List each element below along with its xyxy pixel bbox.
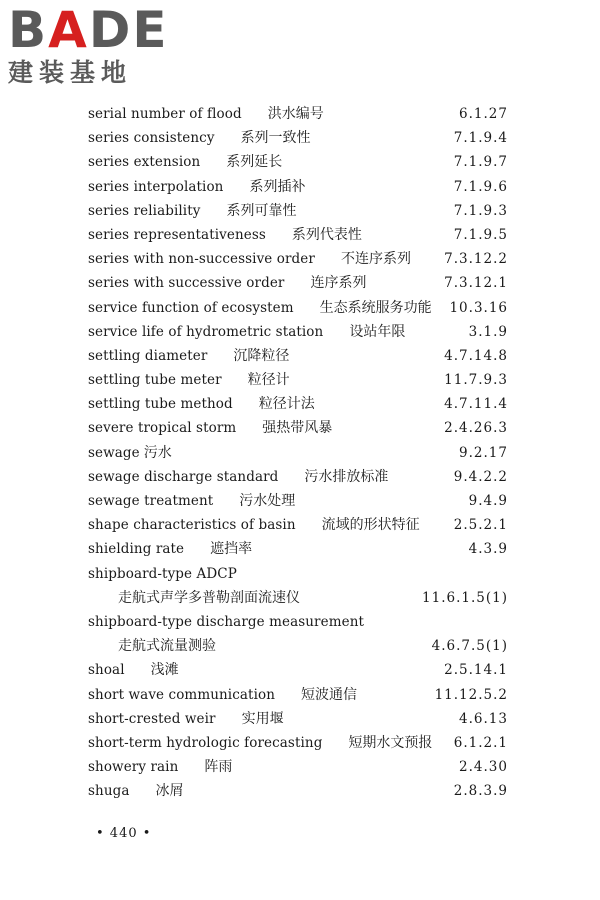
entry-row [88,610,508,634]
entry-code: 6.1.27 [459,106,508,122]
entry-en: shuga [88,783,130,800]
entry-row [88,199,508,223]
entry-en: showery rain [88,759,179,776]
entry-row [88,755,508,779]
entry-en: shipboard-type ADCP [88,565,237,582]
entry-zh: 短波通信 [301,686,358,703]
entry-zh: 不连序系列 [340,251,411,268]
entry-en: service function of ecosystem [88,299,294,316]
entry-zh: 粒径计法 [258,396,315,413]
entry-en: settling tube meter [88,372,222,389]
page-number: • 440 • [96,826,152,841]
entry-code: 2.5.2.1 [453,517,508,534]
entry-code: 10.3.16 [449,299,508,316]
entry-code: 11.6.1.5(1) [422,589,508,606]
entry-en: shape characteristics of basin [88,517,296,534]
logo [8,1,178,88]
entry-code: 4.6.13 [459,710,508,727]
entry-row [88,465,508,489]
entry-code: 2.8.3.9 [453,783,508,800]
entry-en: series with successive order [88,275,285,292]
entry-zh: 系列可靠性 [226,202,297,219]
entry-en: settling diameter [88,347,208,364]
entry-row [88,223,508,247]
entry-zh: 连序系列 [310,275,367,292]
entry-zh: 系列代表性 [291,226,362,243]
entry-row [88,707,508,731]
entry-row [88,416,508,440]
entry-en: settling tube method [88,396,233,413]
entry-row [88,392,508,416]
entry-zh: 污水排放标准 [304,468,389,485]
entry-zh: 洪水编号 [267,106,324,122]
entry-zh: 系列插补 [249,178,306,195]
entry-zh: 流域的形状特征 [321,517,420,534]
entry-row [88,513,508,537]
entry-zh: 强热带风暴 [262,420,333,437]
entry-en: series interpolation [88,178,224,195]
entry-zh: 冰屑 [155,783,184,800]
entry-zh: 走航式流量测验 [118,638,216,655]
entry-code: 2.4.26.3 [444,420,508,437]
entry-row [88,150,508,174]
entry-row-continued [88,634,508,658]
entry-zh: 设站年限 [349,323,406,340]
entry-row [88,102,508,126]
entry-code: 7.1.9.7 [453,154,508,171]
entry-row [88,247,508,271]
entry-en: sewage [88,444,140,461]
entry-en: series consistency [88,130,215,147]
entry-zh: 系列一致性 [240,130,311,147]
entry-zh: 生态系统服务功能 [319,299,432,316]
entry-code: 7.3.12.2 [444,251,508,268]
entry-row [88,271,508,295]
entry-row [88,368,508,392]
entry-zh: 走航式声学多普勒剖面流速仪 [118,589,300,606]
entry-code: 6.1.2.1 [453,734,508,751]
entry-code: 9.2.17 [459,444,508,461]
entry-code: 7.3.12.1 [444,275,508,292]
entry-code: 2.4.30 [459,759,508,776]
entry-en: serial number of flood [88,106,242,122]
entry-code: 11.12.5.2 [434,686,508,703]
entry-zh: 系列延长 [226,154,283,171]
entry-row [88,175,508,199]
entry-code: 7.1.9.6 [453,178,508,195]
entry-row [88,344,508,368]
entry-en: short wave communication [88,686,276,703]
entry-en: series reliability [88,202,201,219]
entry-code: 4.3.9 [468,541,508,558]
entry-en: short-crested weir [88,710,216,727]
entry-code: 9.4.2.2 [453,468,508,485]
entry-row [88,489,508,513]
entry-code: 3.1.9 [468,323,508,340]
entry-row [88,537,508,561]
entry-code: 7.1.9.5 [453,226,508,243]
entry-row [88,731,508,755]
entry-code: 11.7.9.3 [444,372,508,389]
entry-row [88,683,508,707]
entry-en: series representativeness [88,226,266,243]
entry-zh: 实用堰 [241,710,284,727]
entry-code: 7.1.9.4 [453,130,508,147]
entry-row [88,320,508,344]
entry-en: sewage discharge standard [88,468,279,485]
entry-zh: 粒径计 [247,372,290,389]
entry-zh: 污水 [143,444,172,461]
entry-en: severe tropical storm [88,420,237,437]
entry-en: series extension [88,154,201,171]
entry-code: 2.5.14.1 [444,662,508,679]
entry-row [88,126,508,150]
entry-code: 4.7.14.8 [444,347,508,364]
entry-en: sewage treatment [88,493,214,509]
entry-code: 4.7.11.4 [444,396,508,413]
entry-en: short-term hydrologic forecasting [88,734,323,751]
logo-wordmark: BADE [8,1,169,59]
entry-code: 9.4.9 [468,493,508,509]
entry-en: shoal [88,662,125,679]
entry-row-continued [88,586,508,610]
entry-zh: 短期水文预报 [348,734,433,751]
glossary-entries [88,102,508,803]
entry-row [88,296,508,320]
entry-zh: 浅滩 [150,662,179,679]
entry-zh: 阵雨 [204,759,233,776]
logo-subtitle: 建装基地 [8,58,133,87]
entry-zh: 遮挡率 [210,541,253,558]
entry-en: service life of hydrometric station [88,323,324,340]
entry-row [88,658,508,682]
entry-code: 4.6.7.5(1) [431,638,508,655]
entry-row [88,779,508,803]
entry-code: 7.1.9.3 [453,202,508,219]
entry-en: shielding rate [88,541,185,558]
entry-zh: 污水处理 [239,493,296,509]
entry-zh: 沉降粒径 [233,347,290,364]
entry-en: series with non-successive order [88,251,315,268]
entry-en: shipboard-type discharge measurement [88,613,365,630]
entry-row [88,441,508,465]
entry-row [88,562,508,586]
